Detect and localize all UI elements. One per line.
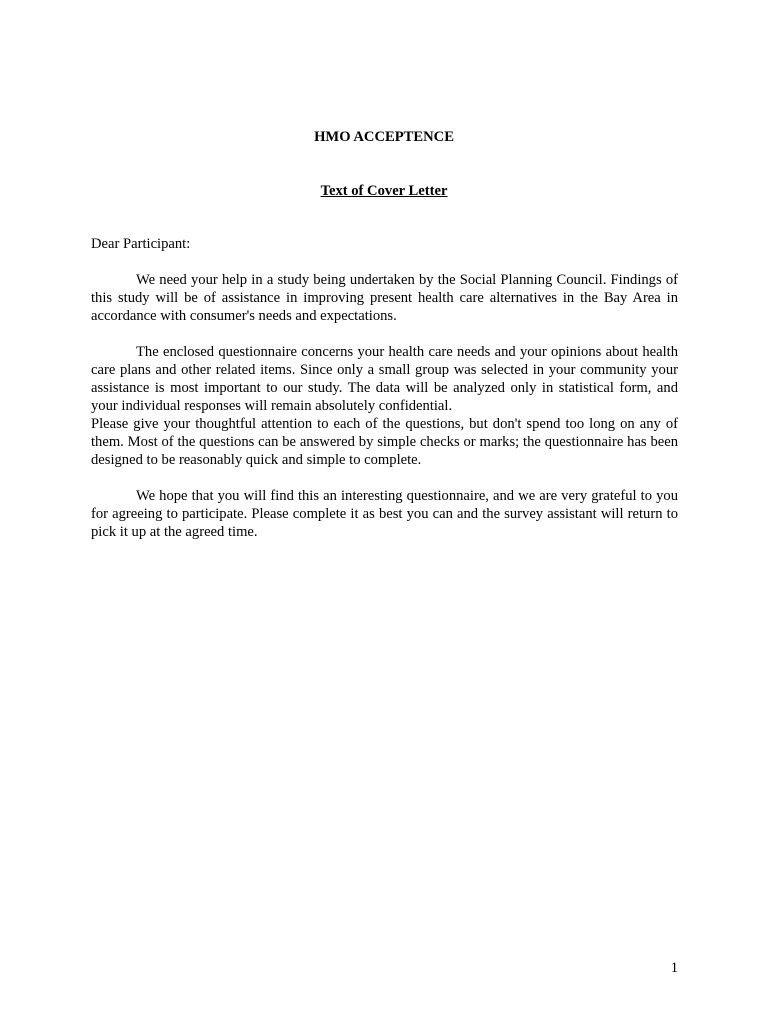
salutation: Dear Participant: <box>91 236 191 252</box>
paragraph-3: Please give your thoughtful attention to each of the questions, but don't spend too long on any of them. Most of the questions can be answered by simple checks or marks; the questionnaire has been designed to be reasonably quick and simple to complete. <box>91 416 678 468</box>
paragraph-2: The enclosed questionnaire concerns your health care needs and your opinions about health care plans and other related items. Since only a small group was selected in your community your assistance is most important to our study. The data will be analyzed only in statistical form, and your individual responses will remain absolutely confidential. <box>91 344 678 414</box>
document-title: HMO ACCEPTENCE <box>314 129 454 145</box>
paragraph-1: We need your help in a study being undertaken by the Social Planning Council. Findings of this study will be of assistance in improving present health care alternatives in the Bay Area in accordance with consumer's needs and expectations. <box>91 272 678 324</box>
letter-body <box>91 235 678 541</box>
paragraph-4: We hope that you will find this an interesting questionnaire, and we are very grateful to you for agreeing to participate. Please complete it as best you can and the survey assistant will return to pick it up at the agreed time. <box>91 488 678 540</box>
page-number: 1 <box>670 960 678 976</box>
document-subtitle: Text of Cover Letter <box>320 183 448 199</box>
